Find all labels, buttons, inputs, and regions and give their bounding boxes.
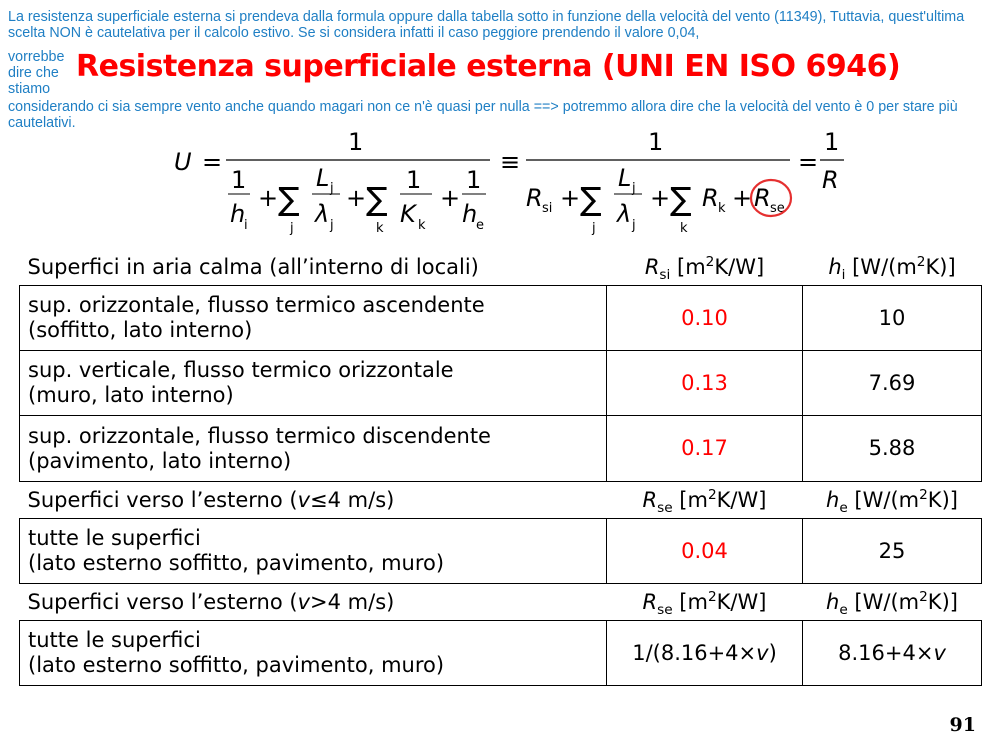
formula-R-k: R [702,184,719,212]
formula-lambda-1: λ [315,200,330,228]
row-hi-value: 5.88 [803,416,982,482]
formula-num1: 1 [348,128,364,156]
formula-one-b: 1 [406,166,422,194]
formula-sub-e: e [476,218,484,233]
external-low-wind-header [20,482,982,519]
formula-sum-j: ∑ [278,180,300,218]
formula-sum-k: ∑ [366,180,388,218]
formula-sum-k-index: k [376,221,384,236]
formula-one-c: 1 [466,166,482,194]
table-row [20,519,982,584]
formula-plus-4: + [560,184,581,212]
note-top: La resistenza superficiale esterna si prendeva dalla formula oppure dalla tabella sotto in funzione della velocità del vento (11349), Tuttavia, quest'ultima scelta NON è cautelativa per il calcolo estivo. Se si considera infatti il caso peggiore prendendo il valore 0,04, [8,9,965,41]
formula-R-se-sub: se [770,201,785,216]
formula-L-2: L [618,164,632,192]
row-rsi-value: 0.13 [607,351,803,416]
formula-plus-3: + [440,184,461,212]
formula-L-1-sub: j [330,181,334,196]
formula-plus-2: + [346,184,367,212]
transmittance-formula [160,128,860,240]
row-he-formula: 8.16+4×v [803,621,982,686]
external-low-wind-header-r: $R_{se}$ $[m^2K/W]$ [642,486,767,516]
note-bottom: considerando ci sia sempre vento anche quando magari non ce n'è quasi per nulla ==> potremmo allora dire che la velocità del vento è 0 per stare più cautelativi. [8,99,958,131]
formula-K: K [400,200,416,228]
formula-equiv: ≡ [500,148,521,176]
row-rsi-value: 0.17 [607,416,803,482]
formula-L-1: L [316,164,330,192]
table-row [20,416,982,482]
formula-eq1: = [202,148,223,176]
row-hi-value: 7.69 [803,351,982,416]
formula-lambda-2: λ [617,200,632,228]
table-row [20,286,982,351]
calm-air-header [20,249,982,286]
formula-sub-i-1: i [244,218,248,233]
calm-air-header-h: $h_i$ $[W/(m^2K)]$ [828,253,956,283]
formula-eq2: = [798,148,819,176]
formula-lambda-2-sub: j [632,218,636,233]
formula-num3: 1 [824,128,840,156]
formula-sum-k2-index: k [680,221,688,236]
formula-h-e: h [462,200,478,228]
table-row [20,351,982,416]
formula-R: R [822,166,839,194]
formula-K-sub: k [418,218,426,233]
page-number: 91 [949,714,976,736]
formula-sum-j2-index: j [592,221,596,236]
calm-air-header-r: $R_{si}$ $[m^2K/W]$ [644,253,765,283]
formula-U: U [174,148,192,176]
formula-h-i: h [230,200,246,228]
formula-sum-j-index: j [290,221,294,236]
row-he-value: 25 [803,519,982,584]
formula-num2: 1 [648,128,664,156]
formula-plus-5: + [650,184,671,212]
slide-title: Resistenza superficiale esterna (UNI EN ISO 6946) [76,49,901,84]
row-rse-value: 0.04 [607,519,803,584]
formula-one-a: 1 [231,166,247,194]
table-row [20,621,982,686]
external-high-wind-header [20,584,982,621]
formula-plus-6: + [732,184,753,212]
row-rse-formula: 1/(8.16+4×v) [607,621,803,686]
note-left: vorrebbe dire che stiamo [8,49,65,97]
formula-lambda-1-sub: j [330,218,334,233]
row-label: tutte le superfici (lato esterno soffitto, pavimento, muro) [20,621,607,686]
formula-sum-j2: ∑ [580,180,602,218]
calm-air-table [19,249,982,686]
formula-R-se: R [754,184,771,212]
row-label: sup. verticale, flusso termico orizzontale (muro, lato interno) [20,351,607,416]
formula-R-si-sub: si [542,201,553,216]
external-low-wind-header-label: Superfici verso l’esterno (v≤4 m/s) [27,487,395,512]
formula-sum-k2: ∑ [670,180,692,218]
row-hi-value: 10 [803,286,982,351]
row-label: tutte le superfici (lato esterno soffitto, pavimento, muro) [20,519,607,584]
formula-R-si: R [526,184,543,212]
external-high-wind-header-label: Superfici verso l’esterno (v>4 m/s) [27,589,395,614]
row-label: sup. orizzontale, flusso termico discendente (pavimento, lato interno) [20,416,607,482]
row-rsi-value: 0.10 [607,286,803,351]
formula-L-2-sub: j [632,181,636,196]
calm-air-header-label: Superfici in aria calma (all’interno di locali) [27,254,479,279]
formula-plus-1: + [258,184,279,212]
row-label: sup. orizzontale, flusso termico ascendente (soffitto, lato interno) [20,286,607,351]
external-high-wind-header-h: $h_e$ $[W/(m^2K)]$ [826,588,958,618]
external-high-wind-header-r: $R_{se}$ $[m^2K/W]$ [642,588,767,618]
formula-R-k-sub: k [718,201,726,216]
external-low-wind-header-h: $h_e$ $[W/(m^2K)]$ [826,486,958,516]
